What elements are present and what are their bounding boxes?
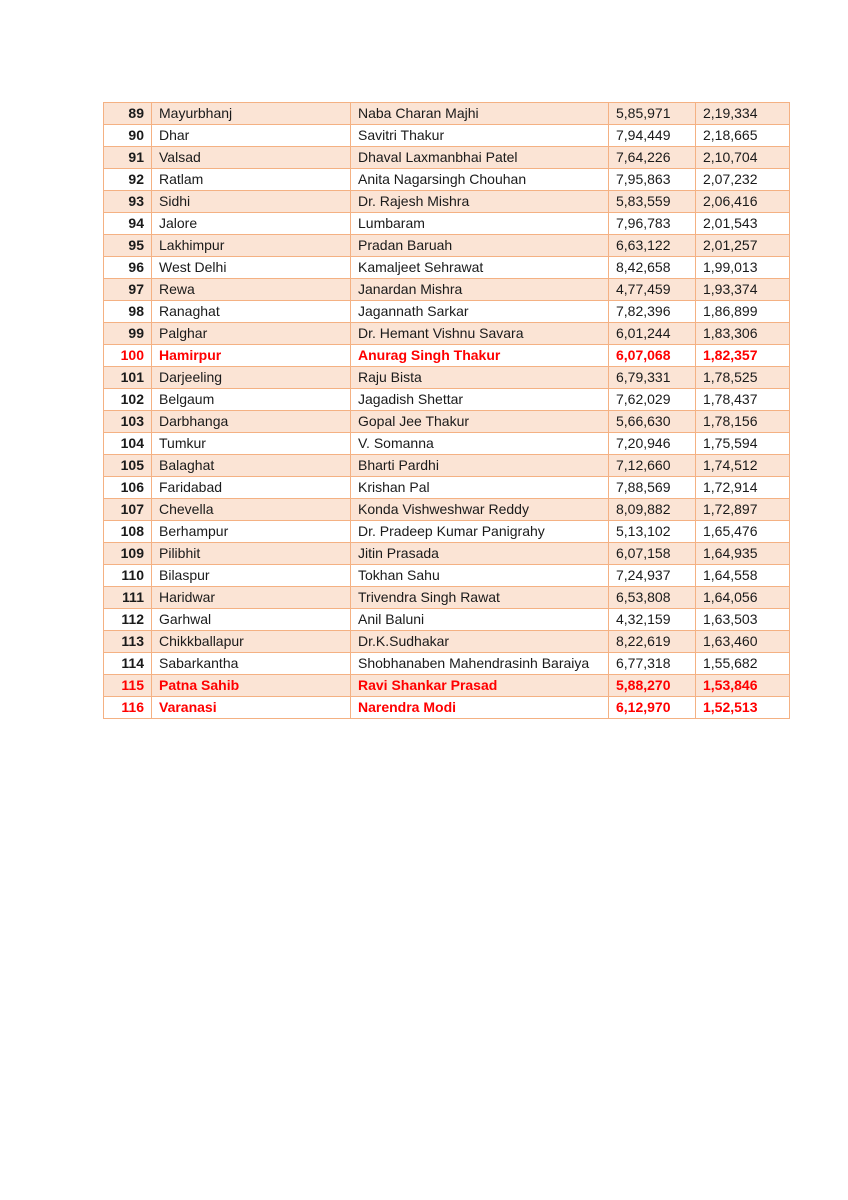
table-row: [104, 587, 790, 609]
votes-cell: 7,62,029: [609, 389, 696, 411]
candidate-cell: Konda Vishweshwar Reddy: [351, 499, 609, 521]
votes-cell: 4,77,459: [609, 279, 696, 301]
table-row: [104, 477, 790, 499]
rank-cell: 89: [104, 103, 152, 125]
margin-cell: 1,75,594: [696, 433, 790, 455]
votes-cell: 7,94,449: [609, 125, 696, 147]
votes-cell: 7,64,226: [609, 147, 696, 169]
constituency-cell: Garhwal: [152, 609, 351, 631]
margin-cell: 1,82,357: [696, 345, 790, 367]
margin-cell: 1,78,525: [696, 367, 790, 389]
candidate-cell: Anil Baluni: [351, 609, 609, 631]
table-row: [104, 103, 790, 125]
table-row: [104, 345, 790, 367]
candidate-cell: Jitin Prasada: [351, 543, 609, 565]
results-table: [103, 102, 790, 719]
candidate-cell: Janardan Mishra: [351, 279, 609, 301]
table-row: [104, 323, 790, 345]
table-row: [104, 565, 790, 587]
table-row: [104, 301, 790, 323]
margin-cell: 2,18,665: [696, 125, 790, 147]
table-row: [104, 169, 790, 191]
rank-cell: 99: [104, 323, 152, 345]
candidate-cell: Trivendra Singh Rawat: [351, 587, 609, 609]
margin-cell: 2,06,416: [696, 191, 790, 213]
votes-cell: 4,32,159: [609, 609, 696, 631]
votes-cell: 6,79,331: [609, 367, 696, 389]
candidate-cell: Anita Nagarsingh Chouhan: [351, 169, 609, 191]
rank-cell: 111: [104, 587, 152, 609]
constituency-cell: Jalore: [152, 213, 351, 235]
rank-cell: 98: [104, 301, 152, 323]
candidate-cell: Raju Bista: [351, 367, 609, 389]
rank-cell: 95: [104, 235, 152, 257]
margin-cell: 1,72,914: [696, 477, 790, 499]
margin-cell: 1,64,056: [696, 587, 790, 609]
table-row: [104, 521, 790, 543]
margin-cell: 1,64,558: [696, 565, 790, 587]
rank-cell: 115: [104, 675, 152, 697]
rank-cell: 104: [104, 433, 152, 455]
margin-cell: 2,10,704: [696, 147, 790, 169]
results-table-body: [104, 103, 790, 719]
votes-cell: 5,83,559: [609, 191, 696, 213]
rank-cell: 105: [104, 455, 152, 477]
rank-cell: 107: [104, 499, 152, 521]
candidate-cell: Dr. Rajesh Mishra: [351, 191, 609, 213]
rank-cell: 112: [104, 609, 152, 631]
constituency-cell: Sabarkantha: [152, 653, 351, 675]
table-row: [104, 631, 790, 653]
votes-cell: 7,95,863: [609, 169, 696, 191]
candidate-cell: Bharti Pardhi: [351, 455, 609, 477]
constituency-cell: Berhampur: [152, 521, 351, 543]
votes-cell: 8,09,882: [609, 499, 696, 521]
votes-cell: 5,13,102: [609, 521, 696, 543]
candidate-cell: Krishan Pal: [351, 477, 609, 499]
rank-cell: 94: [104, 213, 152, 235]
rank-cell: 108: [104, 521, 152, 543]
votes-cell: 7,24,937: [609, 565, 696, 587]
margin-cell: 1,63,460: [696, 631, 790, 653]
constituency-cell: Sidhi: [152, 191, 351, 213]
margin-cell: 2,01,257: [696, 235, 790, 257]
votes-cell: 7,88,569: [609, 477, 696, 499]
rank-cell: 93: [104, 191, 152, 213]
rank-cell: 114: [104, 653, 152, 675]
rank-cell: 103: [104, 411, 152, 433]
constituency-cell: Darbhanga: [152, 411, 351, 433]
constituency-cell: Mayurbhanj: [152, 103, 351, 125]
votes-cell: 6,07,068: [609, 345, 696, 367]
constituency-cell: Rewa: [152, 279, 351, 301]
candidate-cell: Jagadish Shettar: [351, 389, 609, 411]
votes-cell: 6,77,318: [609, 653, 696, 675]
constituency-cell: Balaghat: [152, 455, 351, 477]
rank-cell: 92: [104, 169, 152, 191]
rank-cell: 102: [104, 389, 152, 411]
table-row: [104, 279, 790, 301]
table-row: [104, 653, 790, 675]
constituency-cell: Varanasi: [152, 697, 351, 719]
rank-cell: 101: [104, 367, 152, 389]
votes-cell: 7,12,660: [609, 455, 696, 477]
table-row: [104, 257, 790, 279]
constituency-cell: Valsad: [152, 147, 351, 169]
candidate-cell: Kamaljeet Sehrawat: [351, 257, 609, 279]
margin-cell: 1,99,013: [696, 257, 790, 279]
votes-cell: 6,07,158: [609, 543, 696, 565]
constituency-cell: Bilaspur: [152, 565, 351, 587]
rank-cell: 109: [104, 543, 152, 565]
margin-cell: 1,52,513: [696, 697, 790, 719]
candidate-cell: Lumbaram: [351, 213, 609, 235]
table-row: [104, 235, 790, 257]
constituency-cell: Palghar: [152, 323, 351, 345]
candidate-cell: Jagannath Sarkar: [351, 301, 609, 323]
candidate-cell: Savitri Thakur: [351, 125, 609, 147]
constituency-cell: Ratlam: [152, 169, 351, 191]
votes-cell: 7,96,783: [609, 213, 696, 235]
candidate-cell: Dr. Pradeep Kumar Panigrahy: [351, 521, 609, 543]
votes-cell: 5,88,270: [609, 675, 696, 697]
candidate-cell: Shobhanaben Mahendrasinh Baraiya: [351, 653, 609, 675]
constituency-cell: West Delhi: [152, 257, 351, 279]
table-row: [104, 675, 790, 697]
candidate-cell: Dr.K.Sudhakar: [351, 631, 609, 653]
candidate-cell: Dhaval Laxmanbhai Patel: [351, 147, 609, 169]
rank-cell: 97: [104, 279, 152, 301]
constituency-cell: Pilibhit: [152, 543, 351, 565]
margin-cell: 1,72,897: [696, 499, 790, 521]
candidate-cell: Tokhan Sahu: [351, 565, 609, 587]
constituency-cell: Darjeeling: [152, 367, 351, 389]
table-row: [104, 433, 790, 455]
constituency-cell: Hamirpur: [152, 345, 351, 367]
votes-cell: 6,01,244: [609, 323, 696, 345]
candidate-cell: Naba Charan Majhi: [351, 103, 609, 125]
constituency-cell: Dhar: [152, 125, 351, 147]
table-row: [104, 389, 790, 411]
constituency-cell: Chevella: [152, 499, 351, 521]
candidate-cell: Anurag Singh Thakur: [351, 345, 609, 367]
margin-cell: 1,63,503: [696, 609, 790, 631]
constituency-cell: Faridabad: [152, 477, 351, 499]
margin-cell: 1,86,899: [696, 301, 790, 323]
table-row: [104, 191, 790, 213]
rank-cell: 110: [104, 565, 152, 587]
votes-cell: 8,22,619: [609, 631, 696, 653]
constituency-cell: Tumkur: [152, 433, 351, 455]
margin-cell: 1,78,437: [696, 389, 790, 411]
margin-cell: 1,78,156: [696, 411, 790, 433]
table-row: [104, 455, 790, 477]
candidate-cell: Pradan Baruah: [351, 235, 609, 257]
margin-cell: 1,83,306: [696, 323, 790, 345]
constituency-cell: Ranaghat: [152, 301, 351, 323]
votes-cell: 5,66,630: [609, 411, 696, 433]
rank-cell: 91: [104, 147, 152, 169]
margin-cell: 2,01,543: [696, 213, 790, 235]
margin-cell: 1,53,846: [696, 675, 790, 697]
candidate-cell: Dr. Hemant Vishnu Savara: [351, 323, 609, 345]
margin-cell: 1,64,935: [696, 543, 790, 565]
votes-cell: 6,53,808: [609, 587, 696, 609]
constituency-cell: Haridwar: [152, 587, 351, 609]
table-row: [104, 367, 790, 389]
constituency-cell: Belgaum: [152, 389, 351, 411]
votes-cell: 8,42,658: [609, 257, 696, 279]
margin-cell: 1,74,512: [696, 455, 790, 477]
candidate-cell: Ravi Shankar Prasad: [351, 675, 609, 697]
constituency-cell: Patna Sahib: [152, 675, 351, 697]
table-row: [104, 411, 790, 433]
rank-cell: 113: [104, 631, 152, 653]
margin-cell: 2,19,334: [696, 103, 790, 125]
constituency-cell: Chikkballapur: [152, 631, 351, 653]
candidate-cell: Narendra Modi: [351, 697, 609, 719]
table-row: [104, 543, 790, 565]
constituency-cell: Lakhimpur: [152, 235, 351, 257]
rank-cell: 90: [104, 125, 152, 147]
table-row: [104, 147, 790, 169]
table-row: [104, 125, 790, 147]
votes-cell: 7,82,396: [609, 301, 696, 323]
margin-cell: 2,07,232: [696, 169, 790, 191]
rank-cell: 106: [104, 477, 152, 499]
votes-cell: 6,12,970: [609, 697, 696, 719]
votes-cell: 6,63,122: [609, 235, 696, 257]
table-row: [104, 213, 790, 235]
rank-cell: 96: [104, 257, 152, 279]
table-row: [104, 609, 790, 631]
margin-cell: 1,65,476: [696, 521, 790, 543]
table-row: [104, 499, 790, 521]
votes-cell: 7,20,946: [609, 433, 696, 455]
rank-cell: 100: [104, 345, 152, 367]
candidate-cell: Gopal Jee Thakur: [351, 411, 609, 433]
rank-cell: 116: [104, 697, 152, 719]
candidate-cell: V. Somanna: [351, 433, 609, 455]
margin-cell: 1,93,374: [696, 279, 790, 301]
votes-cell: 5,85,971: [609, 103, 696, 125]
table-row: [104, 697, 790, 719]
margin-cell: 1,55,682: [696, 653, 790, 675]
